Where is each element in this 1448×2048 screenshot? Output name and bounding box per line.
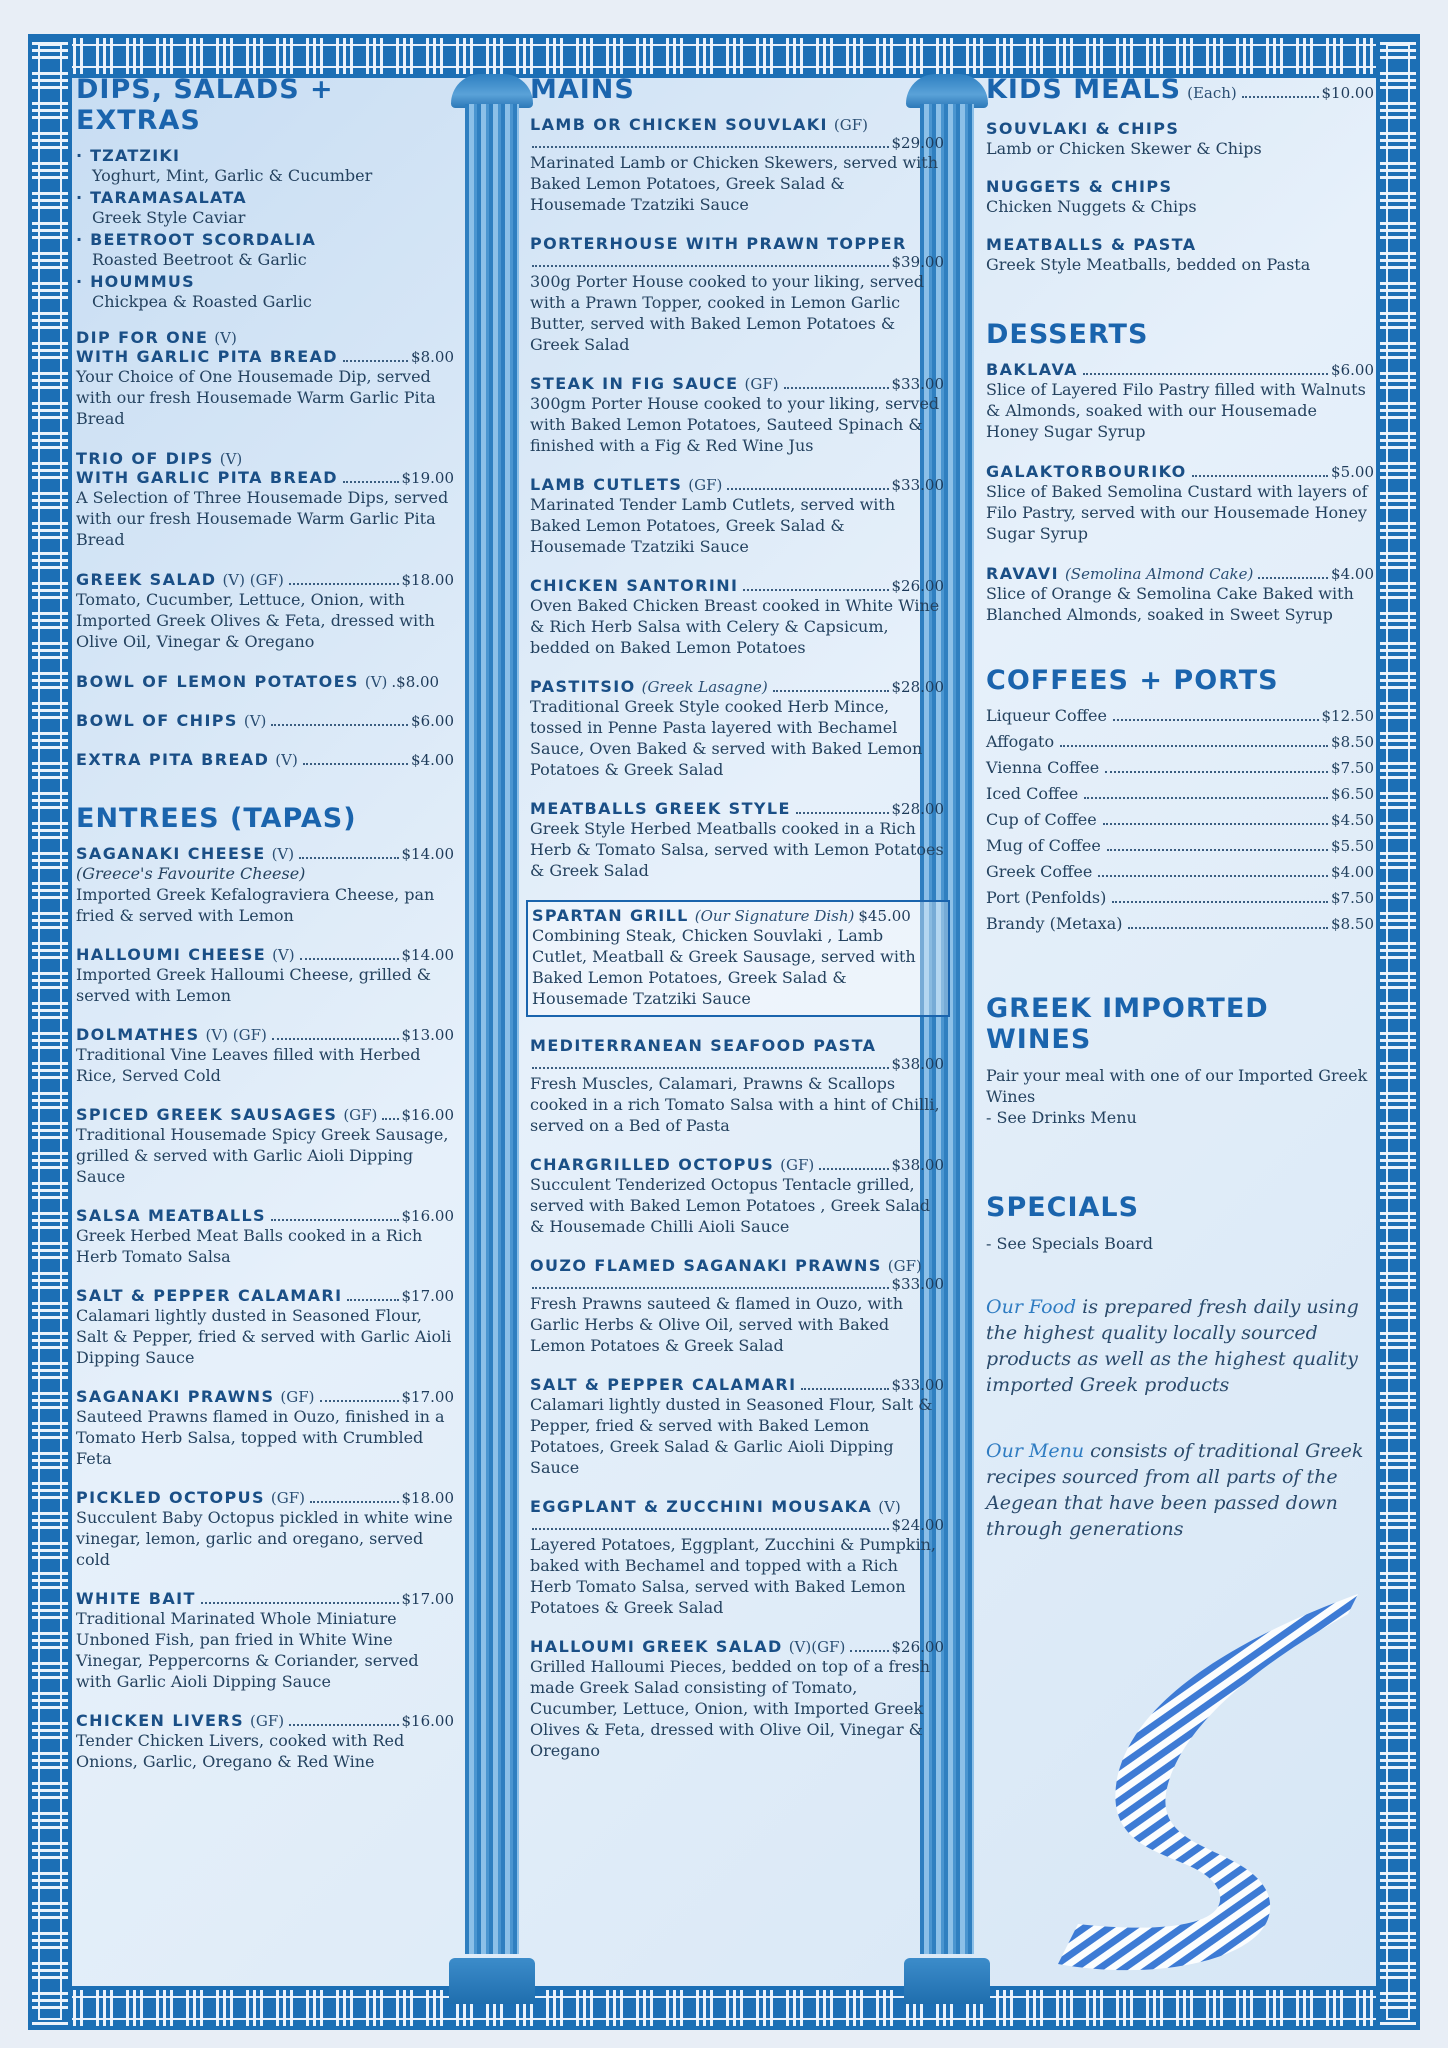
menu-item-name: TRIO OF DIPS xyxy=(76,449,214,468)
coffee-name: Affogato xyxy=(986,732,1055,751)
menu-item-name: MEATBALLS & PASTA xyxy=(986,235,1197,254)
menu-item-name: RAVAVI xyxy=(986,564,1059,583)
menu-item-name: BOWL OF LEMON POTATOES xyxy=(76,672,359,691)
menu-item-desc: Succulent Tenderized Octopus Tentacle grilled, served with Baked Lemon Potatoes , Greek Salad & Housemade Chilli Aioli Sauce xyxy=(530,1175,931,1236)
menu-item-name: PASTITSIO xyxy=(530,677,636,696)
menu-item xyxy=(76,1286,454,1368)
menu-item-name: CHARGRILLED OCTOPUS xyxy=(530,1155,775,1174)
menu-item-name: MEATBALLS GREEK STYLE xyxy=(530,799,791,818)
menu-item-price: $28.00 xyxy=(891,800,944,818)
menu-item-desc: Combining Steak, Chicken Souvlaki , Lamb Cutlet, Meatball & Greek Sausage, served with Baked Lemon Potatoes, Greek Salad & Housemade Tzatziki Sauce xyxy=(532,926,916,1008)
menu-item xyxy=(76,1711,454,1772)
wines-note: - See Drinks Menu xyxy=(986,1108,1137,1127)
coffee-name: Greek Coffee xyxy=(986,862,1093,881)
menu-item-tag: (V) xyxy=(214,329,237,347)
menu-item-name: PORTERHOUSE WITH PRAWN TOPPER xyxy=(530,234,907,253)
menu-item-name: SPARTAN GRILL xyxy=(532,906,689,925)
menu-item xyxy=(530,1375,944,1478)
menu-item xyxy=(530,1256,944,1356)
menu-item-desc: Roasted Beetroot & Garlic xyxy=(92,250,307,269)
menu-item-desc: Calamari lightly dusted in Seasoned Flour, Salt & Pepper, fried & served with Baked Lemon Potatoes, Greek Salad & Garlic Aioli Dipping Sauce xyxy=(530,1395,933,1477)
menu-board xyxy=(28,34,1420,2030)
kids-price: $10.00 xyxy=(1321,84,1374,102)
section-heading-entrees: ENTREES (TAPAS) xyxy=(76,803,357,834)
menu-item-name: SOUVLAKI & CHIPS xyxy=(986,119,1180,138)
menu-item xyxy=(530,374,944,456)
menu-item-tag: (V) xyxy=(243,712,267,730)
menu-item-note: (Greece's Favourite Cheese) xyxy=(76,864,306,883)
coffee-price: $7.50 xyxy=(1331,889,1374,907)
menu-item-desc: Imported Greek Halloumi Cheese, grilled & served with Lemon xyxy=(76,965,432,1005)
menu-item-price: $17.00 xyxy=(401,1388,454,1406)
menu-item-desc: Greek Style Herbed Meatballs cooked in a Rich Herb & Tomato Salsa, served with Lemon Potatoes & Greek Salad xyxy=(530,819,944,880)
coffee-price: $6.50 xyxy=(1331,785,1374,803)
menu-item-dip-for-one xyxy=(76,328,454,429)
menu-item-desc: Chicken Nuggets & Chips xyxy=(986,197,1197,216)
menu-item-name: · TARAMASALATA xyxy=(76,188,454,207)
menu-item-name: MEDITERRANEAN SEAFOOD PASTA xyxy=(530,1036,877,1055)
menu-item-price: $19.00 xyxy=(401,469,454,487)
menu-item-name: LAMB CUTLETS xyxy=(530,475,683,494)
menu-item-lemon-potatoes xyxy=(76,672,454,691)
coffee-row xyxy=(986,758,1374,777)
menu-item-name-line2: WITH GARLIC PITA BREAD xyxy=(76,468,338,487)
menu-item-desc: Marinated Lamb or Chicken Skewers, served with Baked Lemon Potatoes, Greek Salad & Housemade Tzatziki Sauce xyxy=(530,153,938,214)
coffee-row xyxy=(986,888,1374,907)
menu-item-price: $4.00 xyxy=(1331,565,1374,583)
menu-item-price: $33.00 xyxy=(891,1275,944,1293)
section-heading-specials: SPECIALS xyxy=(986,1192,1140,1223)
menu-item-name-line2: WITH GARLIC PITA BREAD xyxy=(76,347,338,366)
menu-item-desc: 300gm Porter House cooked to your liking, served with Baked Lemon Potatoes, Sauteed Spinach & finished with a Fig & Red Wine Jus xyxy=(530,394,940,455)
menu-item-desc: Slice of Baked Semolina Custard with layers of Filo Pastry, served with our Housemade Honey Sugar Syrup xyxy=(986,482,1368,543)
menu-item-desc: A Selection of Three Housemade Dips, served with our fresh Housemade Warm Garlic Pita Bread xyxy=(76,488,449,549)
menu-item-price: $16.00 xyxy=(401,1712,454,1730)
menu-item-name: DIP FOR ONE xyxy=(76,328,209,347)
menu-item-price: $39.00 xyxy=(891,253,944,271)
menu-item-name: NUGGETS & CHIPS xyxy=(986,177,1173,196)
menu-item-signature xyxy=(526,900,950,1017)
menu-item-price: $17.00 xyxy=(401,1590,454,1608)
meander-border-right xyxy=(1376,34,1420,2030)
menu-item-desc: Traditional Housemade Spicy Greek Sausage, grilled & served with Garlic Aioli Dipping Sauce xyxy=(76,1125,449,1186)
menu-item-kids xyxy=(986,235,1374,275)
menu-item-name: BAKLAVA xyxy=(986,360,1078,379)
menu-item xyxy=(986,462,1374,544)
menu-item-desc: Traditional Marinated Whole Miniature Unboned Fish, pan fried in White Wine Vinegar, Peppercorns & Coriander, served with Garlic Aioli Dipping Sauce xyxy=(76,1609,419,1691)
menu-item-price: $38.00 xyxy=(891,1156,944,1174)
menu-item-price: $18.00 xyxy=(401,571,454,589)
menu-item-price: $16.00 xyxy=(401,1207,454,1225)
menu-item-desc: Grilled Halloumi Pieces, bedded on top of a fresh made Greek Salad consisting of Tomato, Cucumber, Lettuce, Onion, with Imported Greek Olives & Feta, dressed with Olive Oil, Vinegar & Oregano xyxy=(530,1657,931,1760)
menu-item-desc: Succulent Baby Octopus pickled in white wine vinegar, lemon, garlic and oregano, served cold xyxy=(76,1508,453,1569)
menu-item xyxy=(530,1155,944,1237)
menu-item xyxy=(76,844,454,926)
menu-item xyxy=(530,1497,944,1618)
menu-item-price: $17.00 xyxy=(401,1287,454,1305)
menu-item-price: $8.00 xyxy=(411,348,454,366)
column-mains xyxy=(530,74,944,1780)
coffees-list xyxy=(986,706,1374,933)
menu-item xyxy=(530,234,944,355)
dip-list xyxy=(76,146,454,312)
menu-item-desc: Marinated Tender Lamb Cutlets, served with Baked Lemon Potatoes, Greek Salad & Housemade Tzatziki Sauce xyxy=(530,495,896,556)
menu-item-name: PICKLED OCTOPUS xyxy=(76,1488,265,1507)
menu-item-desc: Fresh Muscles, Calamari, Prawns & Scallops cooked in a rich Tomato Salsa with a hint of Chilli, served on a Bed of Pasta xyxy=(530,1074,940,1135)
menu-item-desc: Fresh Prawns sauteed & flamed in Ouzo, with Garlic Herbs & Olive Oil, served with Baked Lemon Potatoes & Greek Salad xyxy=(530,1294,904,1355)
menu-item-desc: Tender Chicken Livers, cooked with Red Onions, Garlic, Oregano & Red Wine xyxy=(76,1731,405,1771)
menu-item-name: HALLOUMI CHEESE xyxy=(76,945,267,964)
menu-item-desc: 300g Porter House cooked to your liking, served with a Prawn Topper, cooked in Lemon Garlic Butter, served with Baked Lemon Potatoes & Greek Salad xyxy=(530,272,924,354)
menu-item xyxy=(530,799,944,881)
column-kids-desserts xyxy=(986,74,1374,1542)
menu-item-greek-salad xyxy=(76,570,454,652)
coffee-price: $7.50 xyxy=(1331,759,1374,777)
section-heading-mains: MAINS xyxy=(530,74,635,105)
menu-item xyxy=(530,1637,944,1761)
menu-item-price: $33.00 xyxy=(891,375,944,393)
coffee-name: Mug of Coffee xyxy=(986,836,1101,855)
coffee-price: $12.50 xyxy=(1321,707,1374,725)
menu-item-tag: (V) (GF) xyxy=(222,571,284,589)
menu-item-desc: Chickpea & Roasted Garlic xyxy=(92,292,312,311)
menu-item-desc: Slice of Orange & Semolina Cake Baked with Blanched Almonds, soaked in Sweet Syrup xyxy=(986,584,1354,624)
menu-item-tag: (GF) xyxy=(343,1106,378,1124)
menu-item xyxy=(76,945,454,1006)
menu-item-tag: (GF) xyxy=(250,1712,285,1730)
menu-item-price: $14.00 xyxy=(401,845,454,863)
menu-item-price: $38.00 xyxy=(891,1055,944,1073)
menu-item-price: $26.00 xyxy=(891,577,944,595)
menu-item-desc: Lamb or Chicken Skewer & Chips xyxy=(986,139,1262,158)
menu-item-price: $18.00 xyxy=(401,1489,454,1507)
menu-item-desc: Slice of Layered Filo Pastry filled with Walnuts & Almonds, soaked with our Housemade Honey Sugar Syrup xyxy=(986,380,1366,441)
menu-item-desc: Calamari lightly dusted in Seasoned Flour, Salt & Pepper, fried & served with Garlic Aioli Dipping Sauce xyxy=(76,1306,452,1367)
menu-item-desc: Tomato, Cucumber, Lettuce, Onion, with Imported Greek Olives & Feta, dressed with Olive Oil, Vinegar & Oregano xyxy=(76,590,435,651)
section-heading-coffees: COFFEES + PORTS xyxy=(986,665,1279,696)
menu-item-price: $16.00 xyxy=(401,1106,454,1124)
menu-item-desc: Greek Style Meatballs, bedded on Pasta xyxy=(986,255,1311,274)
menu-item-name: SALSA MEATBALLS xyxy=(76,1206,266,1225)
coffee-row xyxy=(986,784,1374,803)
menu-item xyxy=(76,1589,454,1692)
menu-item-kids xyxy=(986,119,1374,159)
menu-item-name: GALAKTORBOURIKO xyxy=(986,462,1187,481)
menu-item xyxy=(530,1036,944,1136)
menu-item-tag: (GF) xyxy=(833,116,869,134)
menu-item-name: LAMB OR CHICKEN SOUVLAKI xyxy=(530,115,828,134)
menu-item xyxy=(76,1206,454,1267)
menu-item-tag: (V) xyxy=(272,946,295,964)
menu-item-tag: (GF) xyxy=(780,1156,815,1174)
coffee-price: $8.50 xyxy=(1331,733,1374,751)
menu-item-name: SAGANAKI PRAWNS xyxy=(76,1387,275,1406)
menu-item-price: $45.00 xyxy=(858,907,911,925)
menu-item-desc: Yoghurt, Mint, Garlic & Cucumber xyxy=(92,166,373,185)
menu-item-tag: (GF) xyxy=(280,1388,315,1406)
menu-item-name: STEAK IN FIG SAUCE xyxy=(530,374,739,393)
menu-item-price: $29.00 xyxy=(891,134,944,152)
menu-item-name: EXTRA PITA BREAD xyxy=(76,750,270,769)
menu-item-kids xyxy=(986,177,1374,217)
menu-item-tag: (V)(GF) xyxy=(788,1638,846,1656)
section-heading-kids: KIDS MEALS xyxy=(986,74,1182,105)
menu-item-extra-pita xyxy=(76,750,454,769)
entrees-list xyxy=(76,844,454,1772)
menu-item-desc: Your Choice of One Housemade Dip, served with our fresh Housemade Warm Garlic Pita Bread xyxy=(76,367,436,428)
menu-item-price: $6.00 xyxy=(411,712,454,730)
our-menu-blurb: Our Menu consists of traditional Greek recipes sourced from all parts of the Aegean that have been passed down through generations xyxy=(986,1440,1364,1540)
menu-item-name: SALT & PEPPER CALAMARI xyxy=(76,1286,343,1305)
menu-item-name: CHICKEN SANTORINI xyxy=(530,576,739,595)
menu-item-name: DOLMATHES xyxy=(76,1025,200,1044)
coffee-price: $4.50 xyxy=(1331,811,1374,829)
menu-item-price: $33.00 xyxy=(891,1376,944,1394)
desserts-list xyxy=(986,360,1374,625)
pillar-left xyxy=(459,74,525,2004)
menu-item-tag: (Greek Lasagne) xyxy=(641,678,768,696)
meander-border-top xyxy=(28,34,1420,78)
menu-item-name: SALT & PEPPER CALAMARI xyxy=(530,1375,797,1394)
coffee-row xyxy=(986,810,1374,829)
menu-item-price: $13.00 xyxy=(401,1026,454,1044)
menu-item xyxy=(986,564,1374,625)
coffee-price: $4.00 xyxy=(1331,863,1374,881)
menu-item xyxy=(530,677,944,780)
menu-item-name: GREEK SALAD xyxy=(76,570,217,589)
coffee-name: Vienna Coffee xyxy=(986,758,1100,777)
menu-item-price: $14.00 xyxy=(401,946,454,964)
menu-item-price: $26.00 xyxy=(891,1638,944,1656)
menu-item-name: WHITE BAIT xyxy=(76,1589,196,1608)
menu-item-desc: Sauteed Prawns flamed in Ouzo, finished in a Tomato Herb Salsa, topped with Crumbled Feta xyxy=(76,1407,445,1468)
menu-item-price: $28.00 xyxy=(891,678,944,696)
coffee-name: Liqueur Coffee xyxy=(986,706,1107,725)
coffee-name: Cup of Coffee xyxy=(986,810,1097,829)
menu-item-price: .$8.00 xyxy=(391,673,440,691)
menu-item-price: $24.00 xyxy=(891,1516,944,1534)
menu-item xyxy=(76,1488,454,1570)
menu-item-desc: Greek Herbed Meat Balls cooked in a Rich Herb Tomato Salsa xyxy=(76,1226,423,1266)
meander-border-left xyxy=(28,34,72,2030)
menu-item-tag: (V) xyxy=(271,845,295,863)
menu-item-tag: (GF) xyxy=(887,1257,922,1275)
section-heading-wines: GREEK IMPORTED WINES xyxy=(986,993,1269,1055)
menu-item-name: CHICKEN LIVERS xyxy=(76,1711,245,1730)
menu-item-tag: (GF) xyxy=(688,476,723,494)
coffee-name: Brandy (Metaxa) xyxy=(986,914,1123,933)
menu-item-chips xyxy=(76,711,454,730)
coffee-price: $8.50 xyxy=(1331,915,1374,933)
menu-item-price: $33.00 xyxy=(891,476,944,494)
kids-each-label: (Each) xyxy=(1187,84,1237,102)
menu-item-tag: (V) (GF) xyxy=(205,1026,267,1044)
section-heading-desserts: DESSERTS xyxy=(986,319,1149,350)
menu-item-price: $5.00 xyxy=(1331,463,1374,481)
menu-item xyxy=(530,115,944,215)
coffee-row xyxy=(986,862,1374,881)
our-food-blurb: Our Food is prepared fresh daily using the highest quality locally sourced products as well as the highest quality imported Greek products xyxy=(986,1296,1359,1396)
menu-item-name: EGGPLANT & ZUCCHINI MOUSAKA xyxy=(530,1497,873,1516)
coffee-row xyxy=(986,836,1374,855)
menu-item-desc: Oven Baked Chicken Breast cooked in White Wine & Rich Herb Salsa with Celery & Capsicum, bedded on Baked Lemon Potatoes xyxy=(530,596,940,657)
menu-item-tag: (V) xyxy=(364,673,388,691)
menu-item-name: · HOUMMUS xyxy=(76,272,454,291)
menu-item-desc: Imported Greek Kefalograviera Cheese, pan fried & served with Lemon xyxy=(76,885,435,925)
menu-item xyxy=(530,576,944,658)
menu-item xyxy=(530,475,944,557)
greek-flag-ribbon-icon xyxy=(1018,1594,1368,1994)
menu-item-name: HALLOUMI GREEK SALAD xyxy=(530,1637,783,1656)
menu-item-desc: Greek Style Caviar xyxy=(92,208,246,227)
menu-item-tag: (GF) xyxy=(744,375,779,393)
wines-text: Pair your meal with one of our Imported Greek Wines xyxy=(986,1066,1368,1106)
coffee-row xyxy=(986,732,1374,751)
menu-item-tag: (V) xyxy=(878,1498,901,1516)
menu-item-desc: Traditional Vine Leaves filled with Herbed Rice, Served Cold xyxy=(76,1045,421,1085)
menu-item-tag: (V) xyxy=(275,751,298,769)
coffee-name: Iced Coffee xyxy=(986,784,1079,803)
coffee-row xyxy=(986,706,1374,725)
menu-item-name: BOWL OF CHIPS xyxy=(76,711,238,730)
menu-item-desc: Traditional Greek Style cooked Herb Mince, tossed in Penne Pasta layered with Bechamel Sauce, Oven Baked & served with Baked Lemon Potatoes & Greek Salad xyxy=(530,697,923,779)
coffee-price: $5.50 xyxy=(1331,837,1374,855)
coffee-name: Port (Penfolds) xyxy=(986,888,1107,907)
menu-item xyxy=(986,360,1374,442)
section-heading-dips: DIPS, SALADS + EXTRAS xyxy=(76,74,334,136)
menu-item-tag: (V) xyxy=(219,450,243,468)
menu-item-tag: (GF) xyxy=(270,1489,306,1507)
menu-item-trio-of-dips xyxy=(76,449,454,550)
menu-item-name: SPICED GREEK SAUSAGES xyxy=(76,1105,338,1124)
specials-note: - See Specials Board xyxy=(986,1234,1153,1253)
menu-item xyxy=(76,1025,454,1086)
menu-item-tag: (Our Signature Dish) xyxy=(694,907,855,925)
menu-item-desc: Layered Potatoes, Eggplant, Zucchini & Pumpkin, baked with Bechamel and topped with a Rich Herb Tomato Salsa, served with Baked Lemon Potatoes & Greek Salad xyxy=(530,1535,937,1617)
menu-item-name: · BEETROOT SCORDALIA xyxy=(76,230,454,249)
menu-item-price: $6.00 xyxy=(1331,361,1374,379)
column-dips-entrees xyxy=(76,74,454,1791)
menu-item-name: OUZO FLAMED SAGANAKI PRAWNS xyxy=(530,1256,882,1275)
menu-item-price: $4.00 xyxy=(411,751,454,769)
menu-item xyxy=(76,1105,454,1187)
menu-item-name: SAGANAKI CHEESE xyxy=(76,844,266,863)
menu-item xyxy=(76,1387,454,1469)
mains-list xyxy=(530,115,944,1761)
menu-item-name: · TZATZIKI xyxy=(76,146,454,165)
coffee-row xyxy=(986,914,1374,933)
menu-item-tag: (Semolina Almond Cake) xyxy=(1064,565,1254,583)
